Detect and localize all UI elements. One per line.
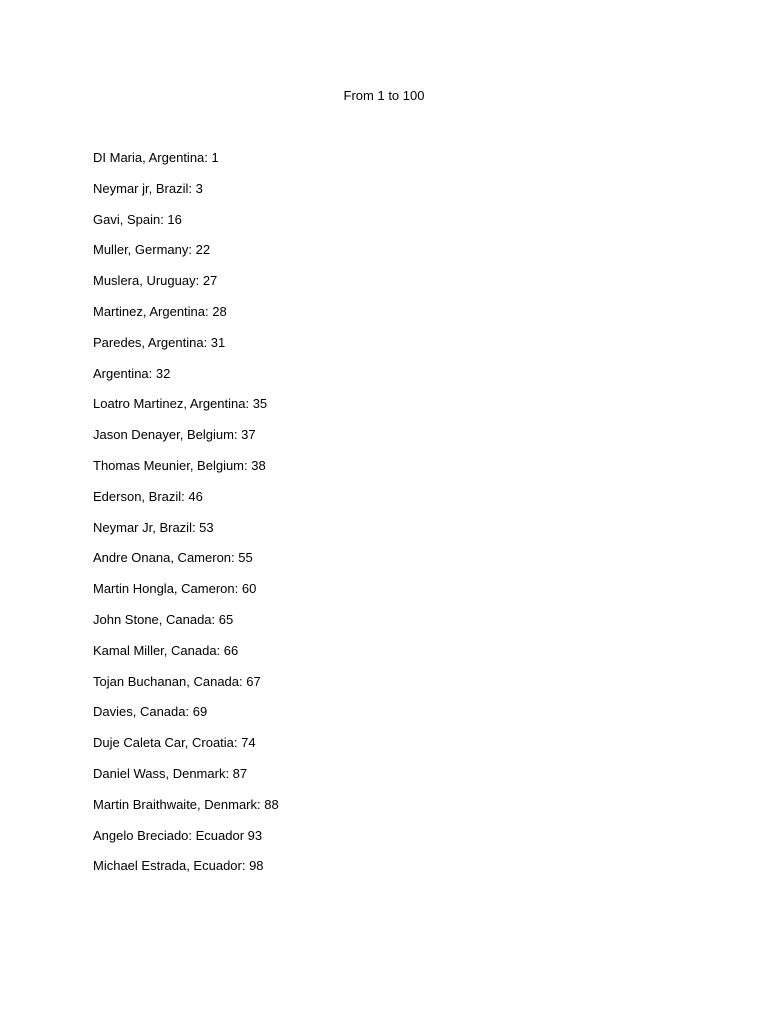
list-item: Loatro Martinez, Argentina: 35: [93, 396, 268, 412]
list-item: John Stone, Canada: 65: [93, 611, 234, 627]
list-item: Martinez, Argentina: 28: [93, 303, 227, 319]
list-item: Davies, Canada: 69: [93, 704, 208, 720]
list-item: Martin Braithwaite, Denmark: 88: [93, 796, 279, 812]
list-item: DI Maria, Argentina: 1: [93, 150, 219, 165]
list-item: Gavi, Spain: 16: [93, 211, 182, 227]
list-item: Neymar Jr, Brazil: 53: [93, 519, 214, 535]
list-item: Neymar jr, Brazil: 3: [93, 180, 203, 196]
list-item: Andre Onana, Cameron: 55: [93, 550, 253, 566]
document-title: From 1 to 100: [343, 88, 425, 103]
list-item: Angelo Breciado: Ecuador 93: [93, 827, 263, 843]
list-item: Jason Denayer, Belgium: 37: [93, 427, 256, 443]
list-item: Argentina: 32: [93, 365, 171, 381]
entry-list: [93, 149, 279, 888]
list-item: Muslera, Uruguay: 27: [93, 273, 218, 289]
list-item: Tojan Buchanan, Canada: 67: [93, 673, 261, 689]
list-item: Duje Caleta Car, Croatia: 74: [93, 735, 256, 751]
list-item: Muller, Germany: 22: [93, 242, 211, 258]
list-item: Ederson, Brazil: 46: [93, 488, 203, 504]
list-item: Martin Hongla, Cameron: 60: [93, 581, 257, 597]
list-item: Daniel Wass, Denmark: 87: [93, 765, 248, 781]
list-item: Paredes, Argentina: 31: [93, 334, 226, 350]
list-item: Michael Estrada, Ecuador: 98: [93, 858, 264, 874]
list-item: Kamal Miller, Canada: 66: [93, 642, 239, 658]
list-item: Thomas Meunier, Belgium: 38: [93, 457, 266, 473]
